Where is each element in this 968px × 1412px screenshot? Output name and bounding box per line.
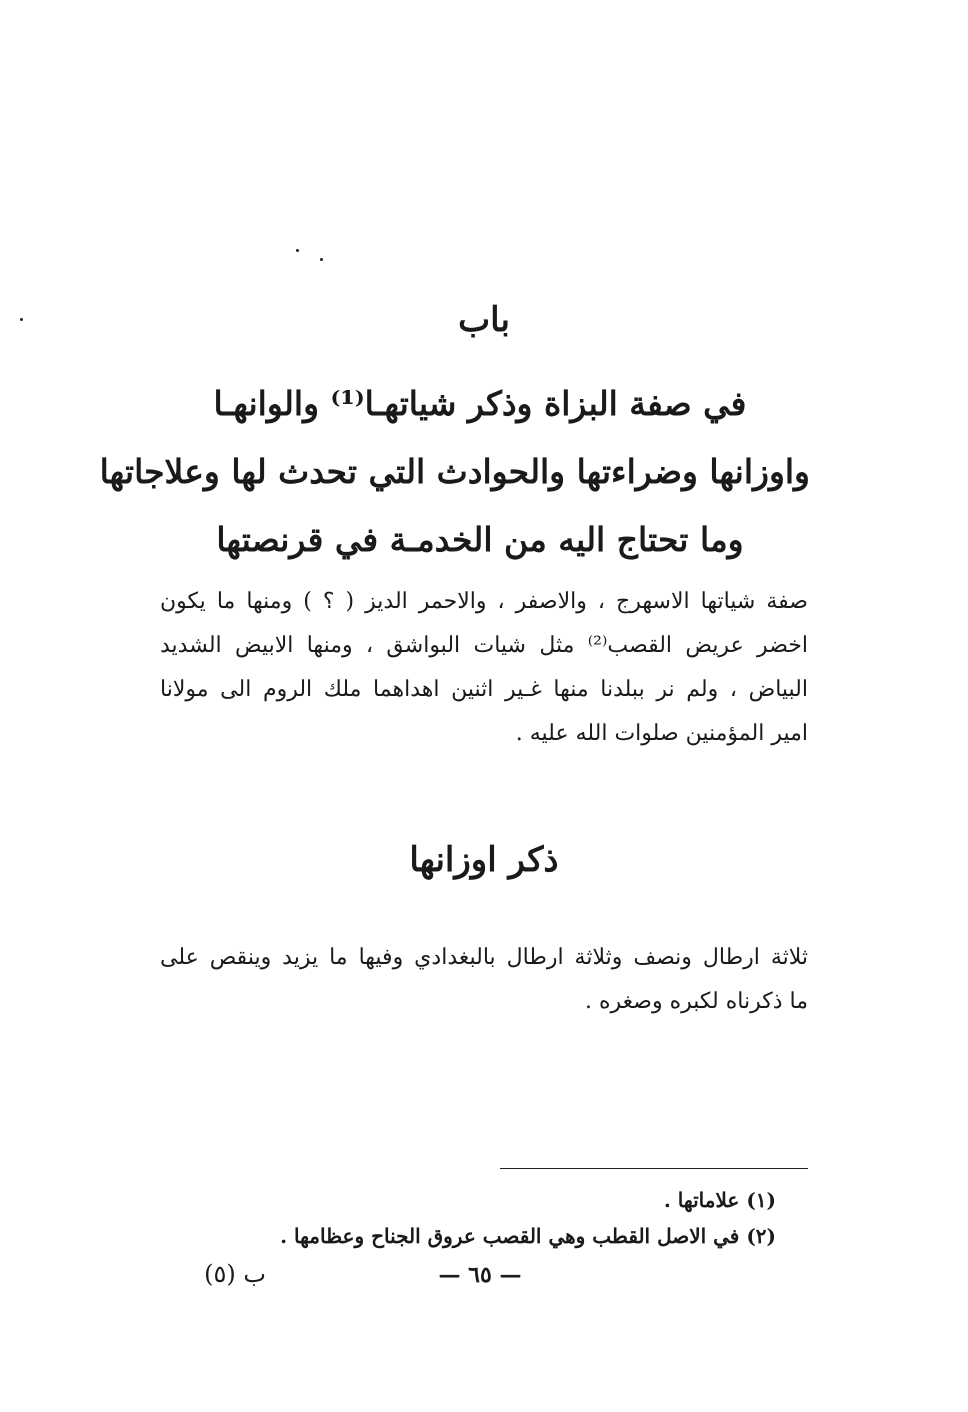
footnote: (٢) في الاصل القطب وهي القصب عروق الجناح وعظامها . [280,1224,776,1248]
chapter-title-line: في صفة البزاة وذكر شياتهـا⁽¹⁾ والوانهـا [213,384,747,423]
footnote-divider [500,1168,808,1169]
chapter-label: باب [458,300,510,340]
paragraph-line: ثلاثة ارطال ونصف وثلاثة ارطال بالبغدادي وفيها ما يزيد وينقص على [160,945,808,970]
ink-speck [296,249,299,252]
signature-mark: ب (٥) [204,1260,266,1288]
section-heading: ذكر اوزانها [409,840,559,880]
paragraph-line: اخضر عريض القصب⁽²⁾ مثل شيات البواشق ، ومنها الابيض الشديد [160,633,808,658]
footnote: (١) علاماتها . [663,1188,776,1212]
paragraph-line: البياض ، ولم نر ببلدنا منها غـير اثنين اهداهما ملك الروم الى مولانا [160,677,808,702]
paragraph-colors [160,580,808,756]
page-number: — ٦٥ — [438,1262,522,1288]
paragraph-line: ما ذكرناه لكبره وصغره . [585,989,808,1014]
chapter-title-line: واوزانها وضراءتها والحوادث التي تحدث لها وعلاجاتها [99,452,810,491]
paragraph-weights [160,936,808,1024]
ink-speck [320,258,323,261]
chapter-title-line: وما تحتاج اليه من الخدمـة في قرنصتها [216,520,744,559]
footnotes [280,1182,776,1254]
paragraph-line: امير المؤمنين صلوات الله عليه . [515,721,808,746]
paragraph-line: صفة شياتها الاسهرج ، والاصفر ، والاحمر الديز ( ؟ ) ومنها ما يكون [160,589,808,614]
chapter-title [99,370,810,574]
